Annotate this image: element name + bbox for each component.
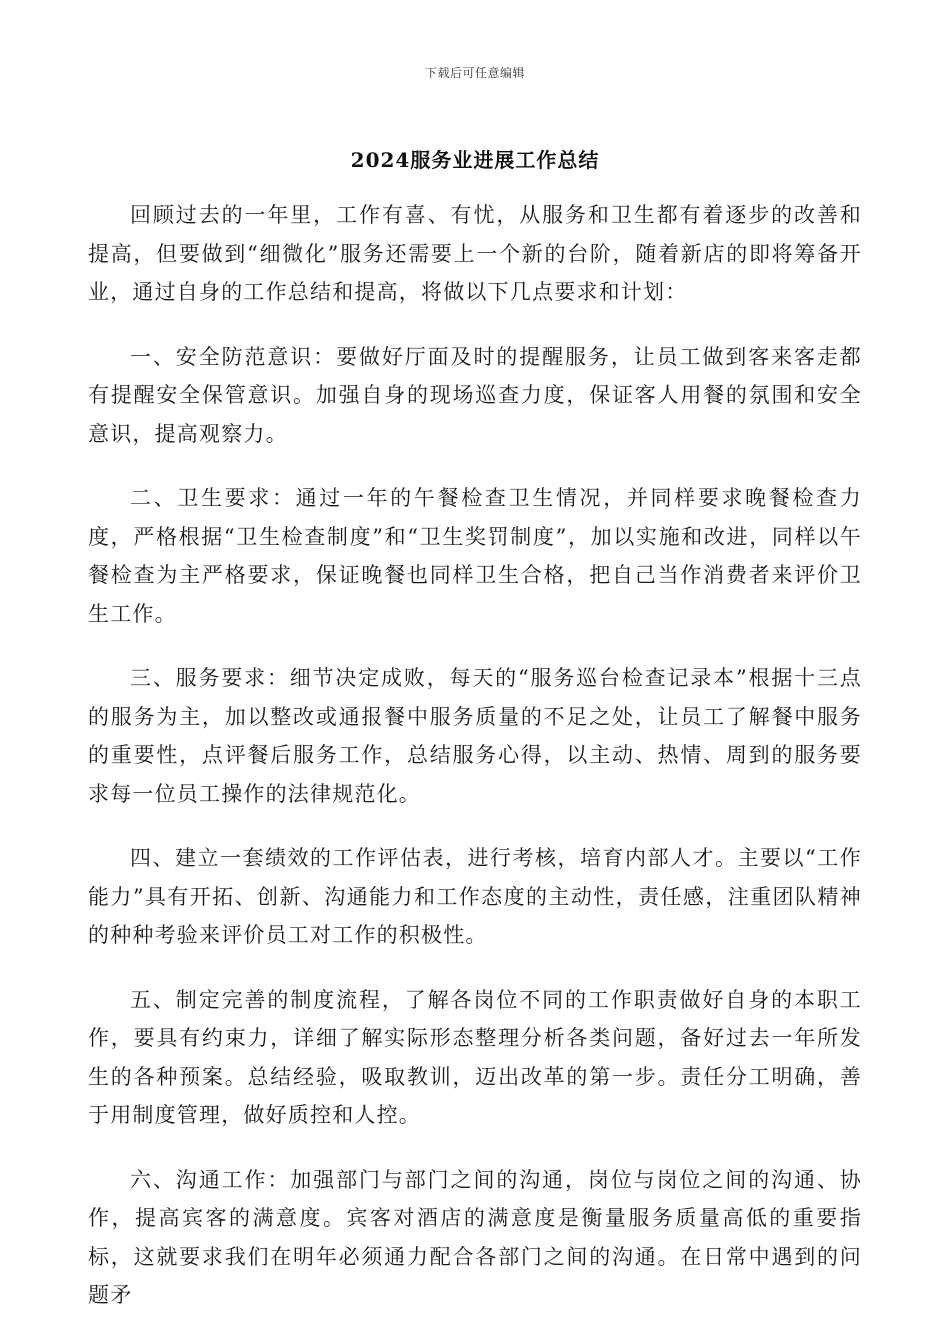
paragraph-evaluation: 四、建立一套绩效的工作评估表，进行考核，培育内部人才。主要以“工作能力”具有开拓、创新、沟通能力和工作态度的主动性，责任感，注重团队精神的种种考验来评价员工对工作的积极性。 — [88, 846, 862, 947]
paragraph-hygiene: 二、卫生要求：通过一年的午餐检查卫生情况，并同样要求晚餐检查力度，严格根据“卫生检查制度”和“卫生奖罚制度”，加以实施和改进，同样以午餐检查为主严格要求，保证晚餐也同样卫生合格，把自己当作消费者来评价卫生工作。 — [88, 486, 862, 626]
header-note: 下载后可任意编辑 — [424, 66, 525, 80]
paragraph-service: 三、服务要求：细节决定成败，每天的“服务巡台检查记录本”根据十三点的服务为主，加以整改或通报餐中服务质量的不足之处，让员工了解餐中服务的重要性，点评餐后服务工作，总结服务心得，以主动、热情、周到的服务要求每一位员工操作的法律规范化。 — [88, 666, 862, 806]
paragraph-process: 五、制定完善的制度流程，了解各岗位不同的工作职责做好自身的本职工作，要具有约束力，详细了解实际形态整理分析各类问题，备好过去一年所发生的各种预案。总结经验，吸取教训，迈出改革的第一步。责任分工明确，善于用制度管理，做好质控和人控。 — [88, 987, 862, 1127]
document-title: 2024服务业进展工作总结 — [350, 148, 600, 172]
paragraph-intro: 回顾过去的一年里，工作有喜、有忧，从服务和卫生都有着逐步的改善和提高，但要做到“细微化”服务还需要上一个新的台阶，随着新店的即将筹备开业，通过自身的工作总结和提高，将做以下几点要求和计划： — [88, 203, 862, 304]
paragraph-safety: 一、安全防范意识：要做好厅面及时的提醒服务，让员工做到客来客走都有提醒安全保管意识。加强自身的现场巡查力度，保证客人用餐的氛围和安全意识，提高观察力。 — [88, 344, 862, 446]
paragraph-communication: 六、沟通工作：加强部门与部门之间的沟通，岗位与岗位之间的沟通、协作，提高宾客的满意度。宾客对酒店的满意度是衡量服务质量高低的重要指标，这就要求我们在明年必须通力配合各部门之间的沟通。在日常中遇到的问题矛 — [88, 1167, 862, 1307]
document-body — [88, 196, 862, 1341]
